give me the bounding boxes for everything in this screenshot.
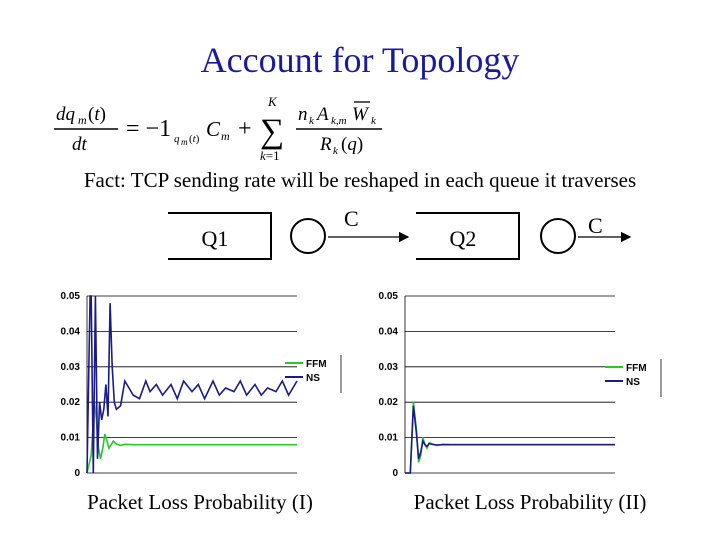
y-tick-label: 0.02 (60, 397, 80, 409)
legend-label-ns: NS (626, 377, 640, 388)
chart-loss-probability-1 (40, 285, 360, 480)
svg-text:m: m (78, 113, 87, 127)
svg-text:A: A (317, 104, 329, 125)
legend-label-ffm: FFM (626, 363, 647, 374)
y-tick-label: 0.05 (60, 291, 80, 302)
svg-text:+: + (238, 116, 252, 142)
svg-text:dq: dq (56, 104, 75, 125)
y-tick-label: 0.04 (60, 326, 80, 338)
svg-text:k: k (309, 115, 314, 127)
svg-text:k: k (371, 115, 376, 127)
queue-2-label: Q2 (449, 226, 477, 251)
svg-text:∑: ∑ (260, 113, 285, 150)
svg-text:= −1: = −1 (126, 116, 172, 142)
capacity-2-label: C (588, 213, 603, 238)
svg-text:q: q (174, 133, 180, 145)
y-tick-label: 0.03 (378, 361, 398, 373)
svg-text:C: C (206, 117, 221, 141)
svg-text:n: n (298, 104, 308, 125)
legend-label-ns: NS (306, 373, 320, 384)
y-tick-label: 0.04 (378, 326, 398, 338)
svg-text:dt: dt (72, 134, 87, 155)
slide-title: Account for Topology (200, 40, 520, 80)
y-tick-label: 0.05 (378, 291, 398, 302)
chart-loss-probability-2 (360, 285, 690, 480)
svg-text:k: k (333, 145, 338, 157)
svg-text:R: R (320, 134, 332, 155)
y-tick-label: 0.01 (60, 432, 80, 444)
chart-2-caption: Packet Loss Probability (II) (413, 490, 647, 514)
y-tick-label: 0 (74, 468, 80, 479)
svg-text:(t): (t) (88, 104, 106, 125)
svg-text:k,m: k,m (331, 115, 347, 127)
fact-statement: Fact: TCP sending rate will be reshaped in each queue it traverses (83, 168, 637, 192)
svg-text:m: m (221, 129, 230, 143)
svg-text:k=1: k=1 (260, 148, 280, 162)
svg-text:W: W (352, 104, 368, 125)
series-line-ns (405, 406, 615, 473)
series-line-ns (87, 296, 297, 473)
y-tick-label: 0.03 (60, 361, 80, 373)
queue-1-label: Q1 (201, 226, 229, 251)
svg-text:K: K (268, 94, 277, 109)
y-tick-label: 0.01 (378, 432, 398, 444)
capacity-1-label: C (344, 206, 359, 231)
svg-text:(q): (q) (341, 134, 364, 155)
svg-text:(t): (t) (189, 133, 200, 145)
legend-label-ffm: FFM (306, 359, 327, 370)
chart-1-caption: Packet Loss Probability (I) (87, 490, 313, 514)
y-tick-label: 0 (392, 468, 398, 479)
svg-text:m: m (181, 137, 188, 147)
y-tick-label: 0.02 (378, 397, 398, 409)
